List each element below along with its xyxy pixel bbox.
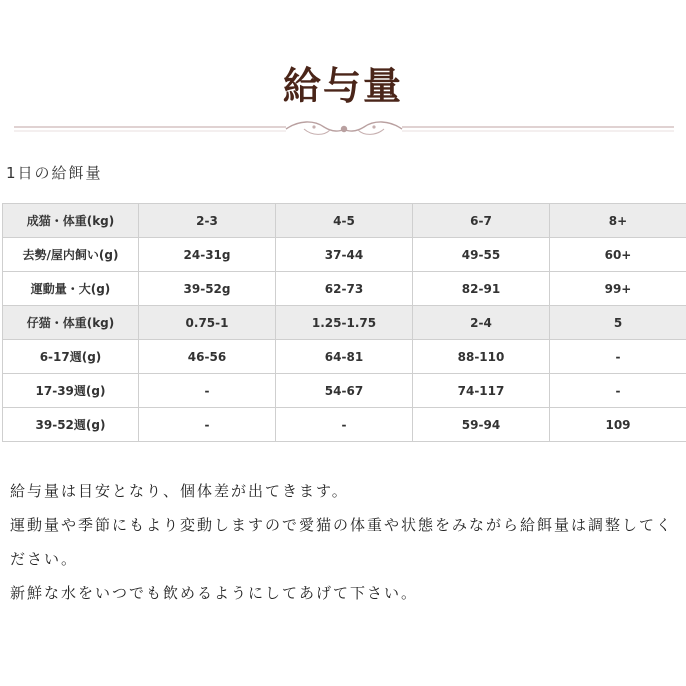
row-label-cell: 6-17週(g)	[3, 340, 139, 374]
table-cell: 8+	[550, 204, 686, 238]
table-cell: 88-110	[413, 340, 550, 374]
table-header-row	[3, 306, 686, 340]
table-cell: 99+	[550, 272, 686, 306]
table-cell: 64-81	[276, 340, 413, 374]
notes	[10, 474, 680, 610]
table-cell: 49-55	[413, 238, 550, 272]
page-title: 給与量	[282, 63, 403, 108]
note-line: 運動量や季節にもより変動しますので愛猫の体重や状態をみながら給餌量は調整してください。	[10, 516, 674, 568]
ornament-divider	[14, 118, 674, 140]
table-header-row	[3, 204, 686, 238]
row-label-cell: 17-39週(g)	[3, 374, 139, 408]
table-cell: -	[550, 374, 686, 408]
subtitle: 1日の給餌量	[6, 164, 103, 182]
table-cell: -	[139, 374, 276, 408]
table-cell: 54-67	[276, 374, 413, 408]
row-label-cell: 仔猫・体重(kg)	[3, 306, 139, 340]
table-cell: 39-52g	[139, 272, 276, 306]
table-cell: 0.75-1	[139, 306, 276, 340]
table-cell: 24-31g	[139, 238, 276, 272]
table-cell: 109	[550, 408, 686, 442]
table-cell: 60+	[550, 238, 686, 272]
feeding-table	[2, 203, 686, 442]
note-line: 新鮮な水をいつでも飲めるようにしてあげて下さい。	[10, 584, 419, 602]
table-cell: 46-56	[139, 340, 276, 374]
table-row	[3, 272, 686, 306]
table-cell: -	[139, 408, 276, 442]
table-cell: 1.25-1.75	[276, 306, 413, 340]
table-cell: 2-3	[139, 204, 276, 238]
row-label-cell: 成猫・体重(kg)	[3, 204, 139, 238]
table-cell: 59-94	[413, 408, 550, 442]
table-row	[3, 238, 686, 272]
row-label-cell: 運動量・大(g)	[3, 272, 139, 306]
table-row	[3, 340, 686, 374]
note-line: 給与量は目安となり、個体差が出てきます。	[10, 482, 349, 500]
table-cell: 82-91	[413, 272, 550, 306]
table-cell: 4-5	[276, 204, 413, 238]
table-cell: 5	[550, 306, 686, 340]
table-row	[3, 374, 686, 408]
table-cell: -	[550, 340, 686, 374]
table-cell: 37-44	[276, 238, 413, 272]
table-cell: 6-7	[413, 204, 550, 238]
table-cell: 74-117	[413, 374, 550, 408]
row-label-cell: 39-52週(g)	[3, 408, 139, 442]
table-cell: 62-73	[276, 272, 413, 306]
row-label-cell: 去勢/屋内飼い(g)	[3, 238, 139, 272]
table-cell: 2-4	[413, 306, 550, 340]
table-row	[3, 408, 686, 442]
table-cell: -	[276, 408, 413, 442]
